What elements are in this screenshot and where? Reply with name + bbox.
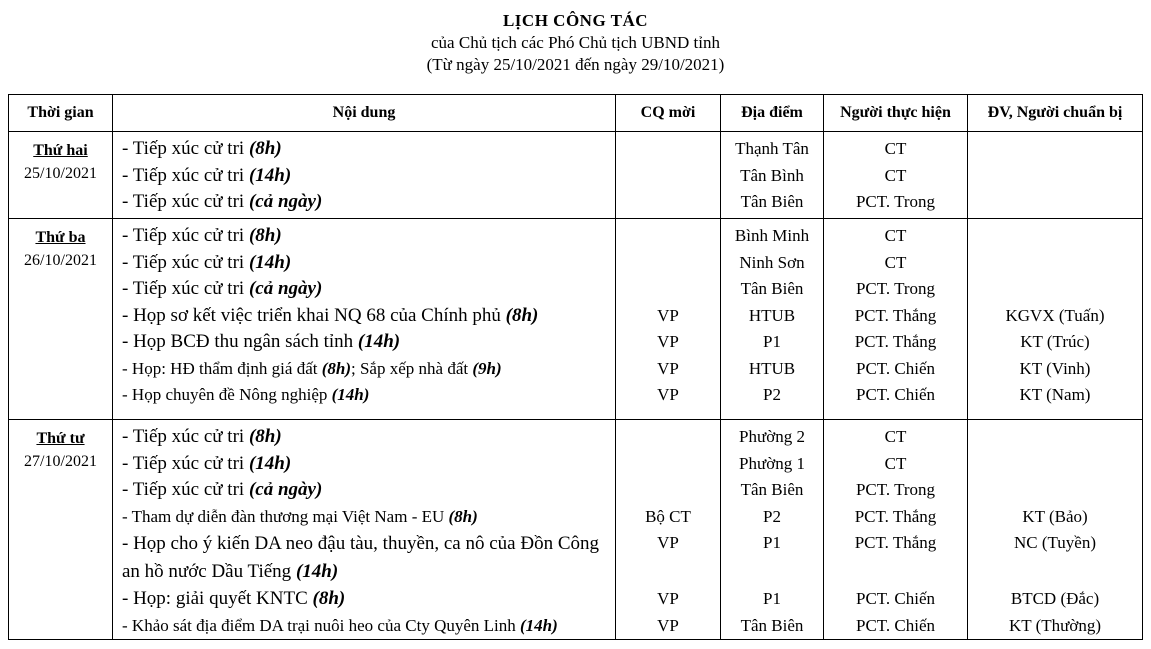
column-header-time: Thời gian bbox=[9, 95, 113, 132]
agenda-item: - Tiếp xúc cử tri (14h) bbox=[122, 164, 292, 186]
day-cell bbox=[9, 219, 113, 420]
executor-cell: CT CT PCT. Trong bbox=[824, 132, 968, 219]
day-date: 25/10/2021 bbox=[24, 165, 97, 182]
document-title: LỊCH CÔNG TÁC bbox=[502, 11, 649, 30]
agenda-item: - Tiếp xúc cử tri (8h) bbox=[122, 225, 282, 246]
agenda-item: - Họp: giải quyết KNTC (8h) bbox=[122, 588, 346, 609]
preparer-cell: KGVX (Tuấn) KT (Trúc) KT (Vinh) KT (Nam) bbox=[968, 219, 1143, 420]
document-subtitle: của Chủ tịch các Phó Chủ tịch UBND tỉnh bbox=[431, 33, 720, 52]
agenda-item: - Họp cho ý kiến DA neo đậu tàu, thuyền, ca nô của Đồn Công an hồ nước Dầu Tiếng (14h) bbox=[122, 533, 600, 582]
day-cell bbox=[9, 132, 113, 219]
day-row-monday bbox=[9, 132, 1143, 219]
time-label: (cả ngày) bbox=[248, 191, 323, 212]
day-name: Thứ ba bbox=[35, 229, 86, 246]
time-label: (8h) bbox=[248, 426, 282, 447]
inviting-agency-cell: VP VP VP VP bbox=[616, 219, 721, 420]
time-label: (8h) bbox=[248, 225, 282, 246]
content-cell bbox=[113, 420, 616, 640]
inviting-agency-cell bbox=[616, 132, 721, 219]
content-cell bbox=[113, 219, 616, 420]
time-label: (14h) bbox=[520, 615, 558, 635]
preparer-cell: KT (Bảo) NC (Tuyền) BTCD (Đắc) KT (Thường) bbox=[968, 420, 1143, 640]
agenda-item: - Tiếp xúc cử tri (14h) bbox=[122, 452, 292, 474]
agenda-item: - Họp BCĐ thu ngân sách tỉnh (14h) bbox=[122, 331, 401, 352]
document-header bbox=[0, 10, 1151, 76]
inviting-agency-cell: Bộ CT VP VP VP bbox=[616, 420, 721, 640]
time-label: (9h) bbox=[472, 358, 502, 378]
time-label: (8h) bbox=[505, 304, 539, 326]
agenda-item: - Tiếp xúc cử tri (cả ngày) bbox=[122, 479, 323, 500]
time-label: (14h) bbox=[357, 331, 401, 352]
schedule-table bbox=[8, 94, 1143, 640]
time-label: (14h) bbox=[248, 164, 292, 186]
agenda-item: - Khảo sát địa điểm DA trại nuôi heo của Cty Quyên Linh (14h) bbox=[122, 615, 558, 635]
day-date: 27/10/2021 bbox=[24, 453, 97, 470]
location-cell: Phường 2 Phường 1 Tân Biên P2 P1 P1 Tân Biên bbox=[721, 420, 824, 640]
executor-cell: CT CT PCT. Trong PCT. Thắng PCT. Thắng PCT. Chiến PCT. Chiến bbox=[824, 420, 968, 640]
agenda-item: - Tiếp xúc cử tri (cả ngày) bbox=[122, 191, 323, 212]
agenda-item: - Họp sơ kết việc triển khai NQ 68 của Chính phủ (8h) bbox=[122, 304, 539, 326]
agenda-item: - Tiếp xúc cử tri (cả ngày) bbox=[122, 278, 323, 299]
day-name: Thứ hai bbox=[33, 142, 88, 159]
column-header-content: Nội dung bbox=[113, 95, 616, 132]
agenda-item: - Họp: HĐ thẩm định giá đất (8h); Sắp xếp nhà đất (9h) bbox=[122, 358, 502, 378]
day-cell bbox=[9, 420, 113, 640]
agenda-item: - Tham dự diễn đàn thương mại Việt Nam - EU (8h) bbox=[122, 506, 478, 526]
date-range: (Từ ngày 25/10/2021 đến ngày 29/10/2021) bbox=[426, 55, 725, 74]
header-row bbox=[9, 95, 1143, 132]
time-label: (cả ngày) bbox=[248, 278, 323, 299]
column-header-preparer: ĐV, Người chuẩn bị bbox=[968, 95, 1143, 132]
day-name: Thứ tư bbox=[36, 430, 85, 447]
column-header-executor: Người thực hiện bbox=[824, 95, 968, 132]
executor-cell: CT CT PCT. Trong PCT. Thắng PCT. Thắng PCT. Chiến PCT. Chiến bbox=[824, 219, 968, 420]
time-label: (14h) bbox=[331, 385, 370, 404]
content-cell bbox=[113, 132, 616, 219]
time-label: (8h) bbox=[448, 506, 478, 526]
column-header-location: Địa điểm bbox=[721, 95, 824, 132]
time-label: (14h) bbox=[248, 452, 292, 474]
agenda-item: - Họp chuyên đề Nông nghiệp (14h) bbox=[122, 385, 370, 404]
time-label: (14h) bbox=[248, 251, 292, 273]
time-label: (8h) bbox=[321, 358, 351, 378]
agenda-item: - Tiếp xúc cử tri (8h) bbox=[122, 138, 282, 159]
location-cell: Thạnh Tân Tân Bình Tân Biên bbox=[721, 132, 824, 219]
day-row-wednesday bbox=[9, 420, 1143, 640]
day-row-tuesday bbox=[9, 219, 1143, 420]
time-label: (8h) bbox=[312, 588, 346, 609]
time-label: (cả ngày) bbox=[248, 479, 323, 500]
column-header-inviting-agency: CQ mời bbox=[616, 95, 721, 132]
agenda-item: - Tiếp xúc cử tri (8h) bbox=[122, 426, 282, 447]
preparer-cell bbox=[968, 132, 1143, 219]
time-label: (14h) bbox=[295, 561, 339, 582]
time-label: (8h) bbox=[248, 138, 282, 159]
day-date: 26/10/2021 bbox=[24, 252, 97, 269]
agenda-item: - Tiếp xúc cử tri (14h) bbox=[122, 251, 292, 273]
location-cell: Bình Minh Ninh Sơn Tân Biên HTUB P1 HTUB P2 bbox=[721, 219, 824, 420]
